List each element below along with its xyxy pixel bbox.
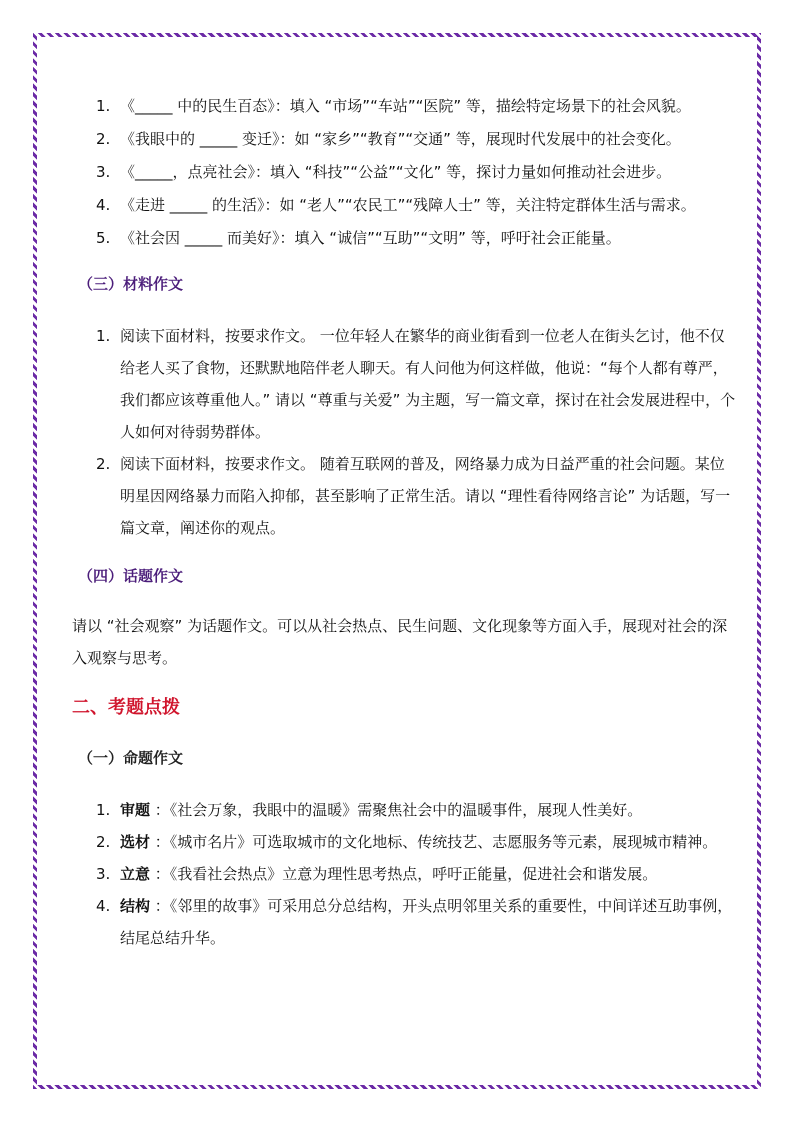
list-item: 2. 选材 ：《城市名片》可选取城市的文化地标、传统技艺、志愿服务等元素，展现城市精神。 — [96, 833, 718, 851]
exam-tips-list — [72, 794, 738, 954]
list-item: 1. 《_____ 中的民生百态》：填入 “市场”“车站”“医院” 等，描绘特定场景下的社会风貌。 — [96, 97, 691, 115]
fill-in-title-list — [72, 90, 738, 255]
list-item: 1. 审题 ：《社会万象，我眼中的温暖》需聚焦社会中的温暖事件，展现人性美好。 — [96, 801, 643, 819]
document-body — [72, 90, 738, 954]
list-item: 5. 《社会因 _____ 而美好》：填入 “诚信”“互助”“文明” 等，呼吁社会正能量。 — [96, 229, 621, 247]
list-item: 4. 结构 ：《邻里的故事》可采用总分总结构，开头点明邻里关系的重要性，中间详述互助事例，结尾总结升华。 — [96, 897, 733, 947]
material-essay-list — [72, 320, 738, 544]
list-item: 2. 《我眼中的 _____ 变迁》：如 “家乡”“教育”“交通” 等，展现时代发展中的社会变化。 — [96, 130, 681, 148]
topic-essay-paragraph: 请以 “社会观察” 为话题作文。可以从社会热点、民生问题、文化现象等方面入手，展现对社会的深入观察与思考。 — [72, 617, 728, 667]
section-heading-material-essay: （三）材料作文 — [78, 275, 184, 293]
list-item: 4. 《走进 _____ 的生活》：如 “老人”“农民工”“残障人士” 等，关注特定群体生活与需求。 — [96, 196, 696, 214]
list-item: 1. 阅读下面材料，按要求作文。 一位年轻人在繁华的商业街看到一位老人在街头乞讨，他不仅给老人买了食物，还默默地陪伴老人聊天。有人问他为何这样做，他说：“每个人都有尊严，我们都应该尊重他人。” 请以 “尊重与关爱” 为主题，写一篇文章，探讨在社会发展进程中，个人如何对待弱势群体。 — [96, 327, 736, 441]
list-item: 3. 立意 ：《我看社会热点》立意为理性思考热点，呼吁正能量，促进社会和谐发展。 — [96, 865, 658, 883]
list-item: 3. 《_____，点亮社会》：填入 “科技”“公益”“文化” 等，探讨力量如何推动社会进步。 — [96, 163, 672, 181]
section-heading-topic-essay: （四）话题作文 — [78, 567, 184, 585]
section-heading-propositional-essay: （一）命题作文 — [78, 749, 184, 767]
part-heading-exam-tips: 二、考题点拨 — [72, 697, 180, 718]
list-item: 2. 阅读下面材料，按要求作文。 随着互联网的普及，网络暴力成为日益严重的社会问题。某位明星因网络暴力而陷入抑郁，甚至影响了正常生活。请以 “理性看待网络言论” 为话题，写一篇文章，阐述你的观点。 — [96, 455, 731, 537]
